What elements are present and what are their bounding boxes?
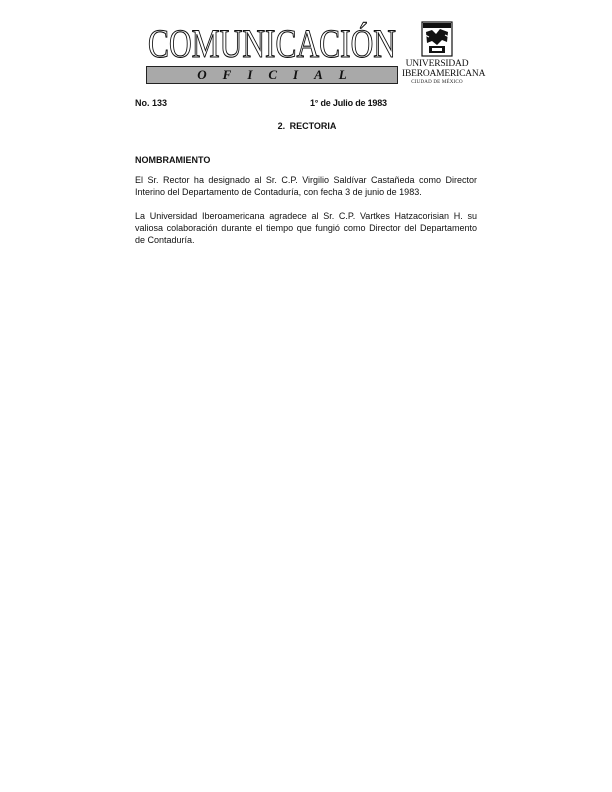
masthead-band bbox=[146, 66, 398, 84]
announcement-heading: NOMBRAMIENTO bbox=[135, 155, 211, 165]
university-logo bbox=[402, 20, 486, 92]
masthead-subtitle: OFICIAL bbox=[197, 67, 363, 82]
university-name-line1: UNIVERSIDAD bbox=[405, 59, 469, 69]
masthead bbox=[146, 18, 398, 84]
section-number: 2. bbox=[277, 121, 286, 131]
university-place: CIUDAD DE MÉXICO bbox=[411, 80, 463, 85]
issue-number: No. 133 bbox=[135, 98, 168, 108]
section-title bbox=[0, 121, 612, 131]
paragraph-appointment: El Sr. Rector ha designado al Sr. C.P. Virgilio Saldívar Castañeda como Director Interino del Departamento de Contaduría, con fecha 3 de junio de 1983. bbox=[135, 175, 477, 197]
paragraph-acknowledgement: La Universidad Iberoamericana agradece al Sr. C.P. Vartkes Hatzacorisian H. su valiosa colaboración durante el tiempo que fungió como Director del Departamento de Contaduría. bbox=[135, 211, 477, 245]
masthead-title-text: COMUNICACIÓN bbox=[148, 21, 396, 62]
university-name bbox=[402, 59, 486, 79]
university-name-line2: IBEROAMERICANA bbox=[402, 69, 486, 79]
section-name: RECTORIA bbox=[289, 121, 337, 131]
crest-icon bbox=[420, 20, 454, 58]
issue-date: 1° de Julio de 1983 bbox=[310, 98, 387, 108]
masthead-title bbox=[146, 20, 398, 62]
